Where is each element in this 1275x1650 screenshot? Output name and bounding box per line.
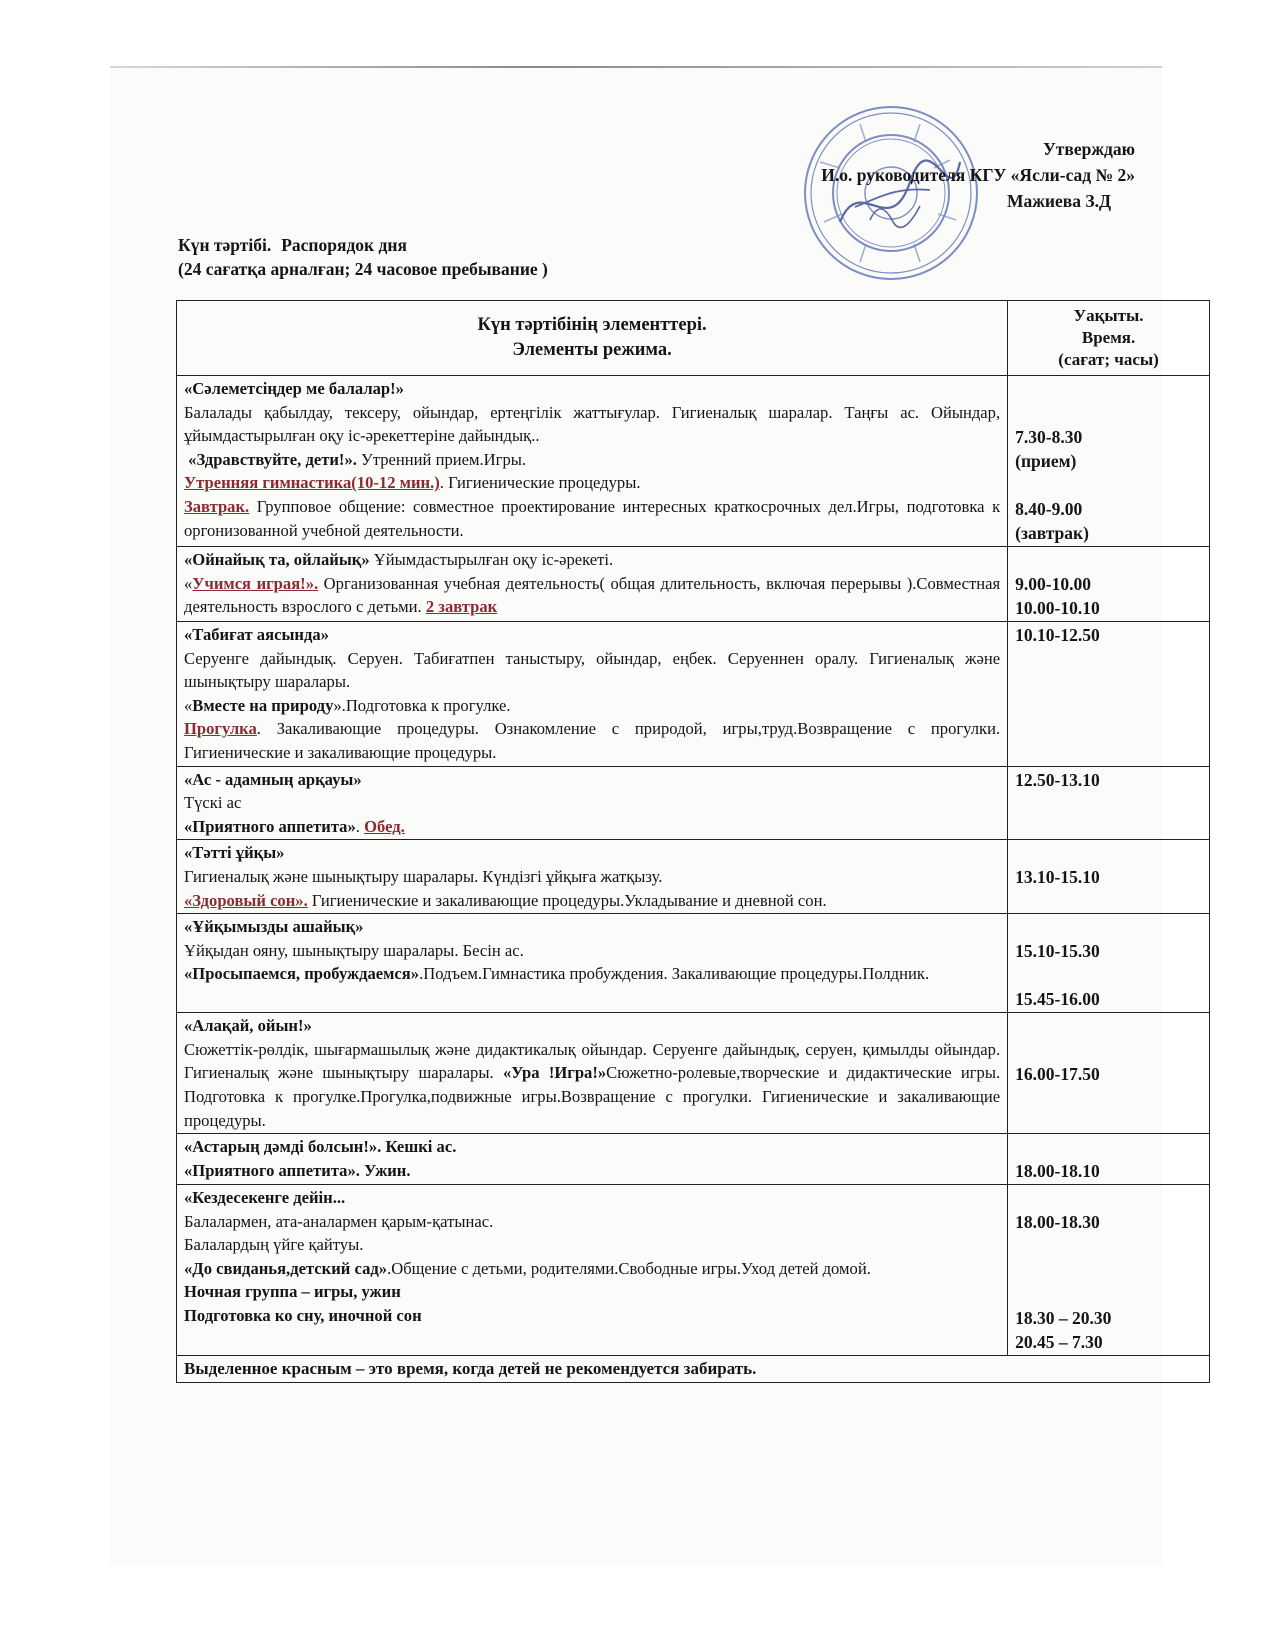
row-description (177, 547, 1008, 622)
table-row (177, 622, 1210, 767)
header-elements-ru: Элементы режима. (512, 340, 672, 360)
row-description (177, 376, 1008, 547)
time-value: 18.00-18.10 (1015, 1161, 1100, 1182)
table-note: Выделенное красным – это время, когда детей не рекомендуется забирать. (177, 1356, 1210, 1383)
approval-line-2: И.о. руководителя КГУ «Ясли-сад № 2» (821, 165, 1135, 185)
time-value: 15.10-15.30 (1015, 941, 1100, 962)
table-row (177, 914, 1210, 1013)
approval-line-1: Утверждаю (1042, 139, 1135, 159)
title-ru: Распорядок дня (281, 235, 407, 255)
row-kz-text: Балалады қабылдау, тексеру, ойындар, ертеңгілік жаттығулар. Гигиеналық шаралар. Таңғы ас. Ойындар, ұйымдастырылған оқу іс-әрекеттеріне дайындық.. (184, 402, 1001, 446)
row-kz-text: Ұйқыдан ояну, шынықтыру шаралары. Бесін ас. (184, 940, 524, 960)
row-time (1008, 840, 1210, 914)
row-night-line: Ночная группа – игры, ужин (184, 1282, 401, 1302)
row-text: . Гигиенические процедуры. (439, 473, 641, 493)
row-ru-text: ».Подготовка к прогулке. (333, 695, 511, 715)
row-time (1008, 622, 1210, 767)
time-value: 16.00-17.50 (1015, 1064, 1100, 1085)
title-kz: Күн тәртібі. (178, 235, 272, 255)
row-time (1008, 1013, 1210, 1134)
row-kz-text: Түскі ас (184, 793, 242, 813)
row-quote: « (184, 573, 193, 593)
row-time (1008, 547, 1210, 622)
row-red-highlight: «Здоровый сон». (184, 890, 308, 910)
row-description (177, 914, 1008, 1013)
row-description (177, 622, 1008, 767)
row-title: «Сәлеметсіңдер ме балалар!» (184, 379, 404, 398)
table-header-row (177, 301, 1210, 376)
row-title: «Ұйқымызды ашайық» (184, 917, 364, 937)
document-title (178, 233, 548, 281)
time-value: 15.45-16.00 (1015, 989, 1100, 1010)
row-title: «Ойнайық та, ойлайық» (184, 550, 370, 569)
row-title: «Тәтті ұйқы» (184, 843, 285, 863)
row-time (1008, 1185, 1210, 1356)
time-value: 10.00-10.10 (1015, 598, 1100, 618)
time-value: 8.40-9.00 (1015, 499, 1083, 519)
row-ru-bold: «Просыпаемся, пробуждаемся» (184, 964, 420, 984)
approval-block (821, 136, 1135, 214)
header-time-ru: Время. (1081, 328, 1136, 347)
row-ru-text: .Подъем.Гимнастика пробуждения. Закаливающие процедуры.Полдник. (419, 964, 930, 984)
row-kz-text: Ұйымдастырылған оқу іс-әрекеті. (369, 550, 614, 569)
row-ru-text: . (355, 816, 365, 836)
table-row (177, 766, 1210, 840)
row-ru-bold: «Приятного аппетита». Ужин. (184, 1160, 411, 1180)
approval-line-3: Мажиева З.Д (1006, 191, 1111, 211)
schedule-table (176, 300, 1210, 1383)
row-title: «Кездесекенге дейін... (184, 1188, 346, 1208)
row-text: Гигиенические и закаливающие процедуры.Укладывание и дневной сон. (307, 890, 827, 910)
row-kz-text: Гигиеналық және шынықтыру шаралары. Күндізгі ұйқыға жатқызу. (184, 866, 663, 886)
header-time-units: (сағат; часы) (1058, 350, 1159, 369)
row-description (177, 1134, 1008, 1185)
title-subtitle: (24 сағатқа арналған; 24 часовое пребывание ) (178, 259, 548, 279)
row-time (1008, 1134, 1210, 1185)
time-label: (прием) (1015, 451, 1077, 471)
row-red-highlight: 2 завтрак (425, 597, 498, 617)
row-description (177, 1013, 1008, 1134)
row-time (1008, 766, 1210, 840)
time-value: 13.10-15.10 (1015, 867, 1100, 888)
time-value: 18.30 – 20.30 (1015, 1308, 1112, 1329)
row-ru-bold: «Приятного аппетита» (184, 816, 356, 836)
row-ru-text: Сюжетно-ролевые,творческие и дидактические игры. Подготовка к прогулке.Прогулка,подвижные игры.Возвращение с прогулки. Гигиенические и закаливающие процедуры. (184, 1063, 1001, 1130)
row-quote: « (184, 695, 193, 715)
row-kz-text: Сюжеттік-рөлдік, шығармашылық және дидактикалық ойындар. Серуенге дайындық, серуен, қимылды ойындар. Гигиеналық және шынықтыру шаралары. (184, 1039, 1001, 1083)
row-red-highlight: Завтрак. (184, 496, 250, 516)
header-time (1008, 301, 1210, 376)
table-row (177, 1185, 1210, 1356)
time-value: 20.45 – 7.30 (1015, 1332, 1103, 1353)
table-row (177, 376, 1210, 547)
time-value: 9.00-10.00 (1015, 574, 1091, 594)
table-row (177, 1134, 1210, 1185)
time-value: 10.10-12.50 (1015, 625, 1100, 645)
table-row (177, 547, 1210, 622)
header-elements-kz: Күн тәртібінің элементтері. (477, 315, 707, 335)
row-night-line: Подготовка ко сну, иночной сон (184, 1306, 422, 1326)
row-title: «Алақай, ойын!» (184, 1016, 312, 1036)
row-ru-bold: Вместе на природу (192, 695, 334, 715)
row-red-highlight: Учимся играя!». (192, 573, 319, 593)
row-red-highlight: Обед. (364, 816, 405, 836)
row-kz-text: Балалармен, ата-аналармен қарым-қатынас. (184, 1211, 494, 1231)
header-elements (177, 301, 1008, 376)
time-value: 12.50-13.10 (1015, 769, 1100, 790)
table-note-row (177, 1356, 1210, 1383)
row-title: «Табиғат аясында» (184, 625, 329, 644)
row-title: «Ас - адамның арқауы» (184, 769, 362, 789)
row-title: «Астарың дәмді болсын!». Кешкі ас. (184, 1137, 457, 1157)
row-text: Групповое общение: совместное проектирование интересных краткосрочных дел.Игры, подготовка к оргонизованной учебной деятельности. (184, 496, 1001, 540)
row-ru-bold: «До свиданья,детский сад» (184, 1258, 388, 1278)
row-time (1008, 914, 1210, 1013)
row-description (177, 1185, 1008, 1356)
row-text: Организованная учебная деятельность( общая длительность, включая перерывы ).Совместная деятельность взрослого с детьми. (184, 573, 1001, 617)
row-ru-text: .Общение с детьми, родителями.Свободные игры.Уход детей домой. (387, 1258, 871, 1278)
row-ru-bold: «Ура !Игра!» (502, 1063, 607, 1083)
table-row (177, 840, 1210, 914)
row-kz-text: Серуенге дайындық. Серуен. Табиғатпен таныстыру, ойындар, еңбек. Серуеннен оралу. Гигиеналық және шынықтыру шаралары. (184, 648, 1001, 692)
table-row (177, 1013, 1210, 1134)
row-description (177, 766, 1008, 840)
row-red-highlight: Прогулка (184, 719, 257, 739)
time-value: 18.00-18.30 (1015, 1212, 1100, 1233)
row-text: . Закаливающие процедуры. Ознакомление с природой, игры,труд.Возвращение с прогулки. Гигиенические и закаливающие процедуры. (184, 719, 1001, 762)
time-label: (завтрак) (1015, 523, 1089, 543)
top-edge-line (110, 66, 1162, 68)
row-kz-text: Балалардың үйге қайтуы. (184, 1235, 364, 1255)
row-time (1008, 376, 1210, 547)
time-value: 7.30-8.30 (1015, 427, 1083, 447)
row-ru-bold: «Здравствуйте, дети!». (188, 449, 357, 469)
row-red-highlight: Утренняя гимнастика(10-12 мин.) (184, 473, 440, 493)
row-description (177, 840, 1008, 914)
header-time-kz: Уақыты. (1073, 306, 1144, 325)
row-ru-text: Утренний прием.Игры. (356, 449, 527, 469)
